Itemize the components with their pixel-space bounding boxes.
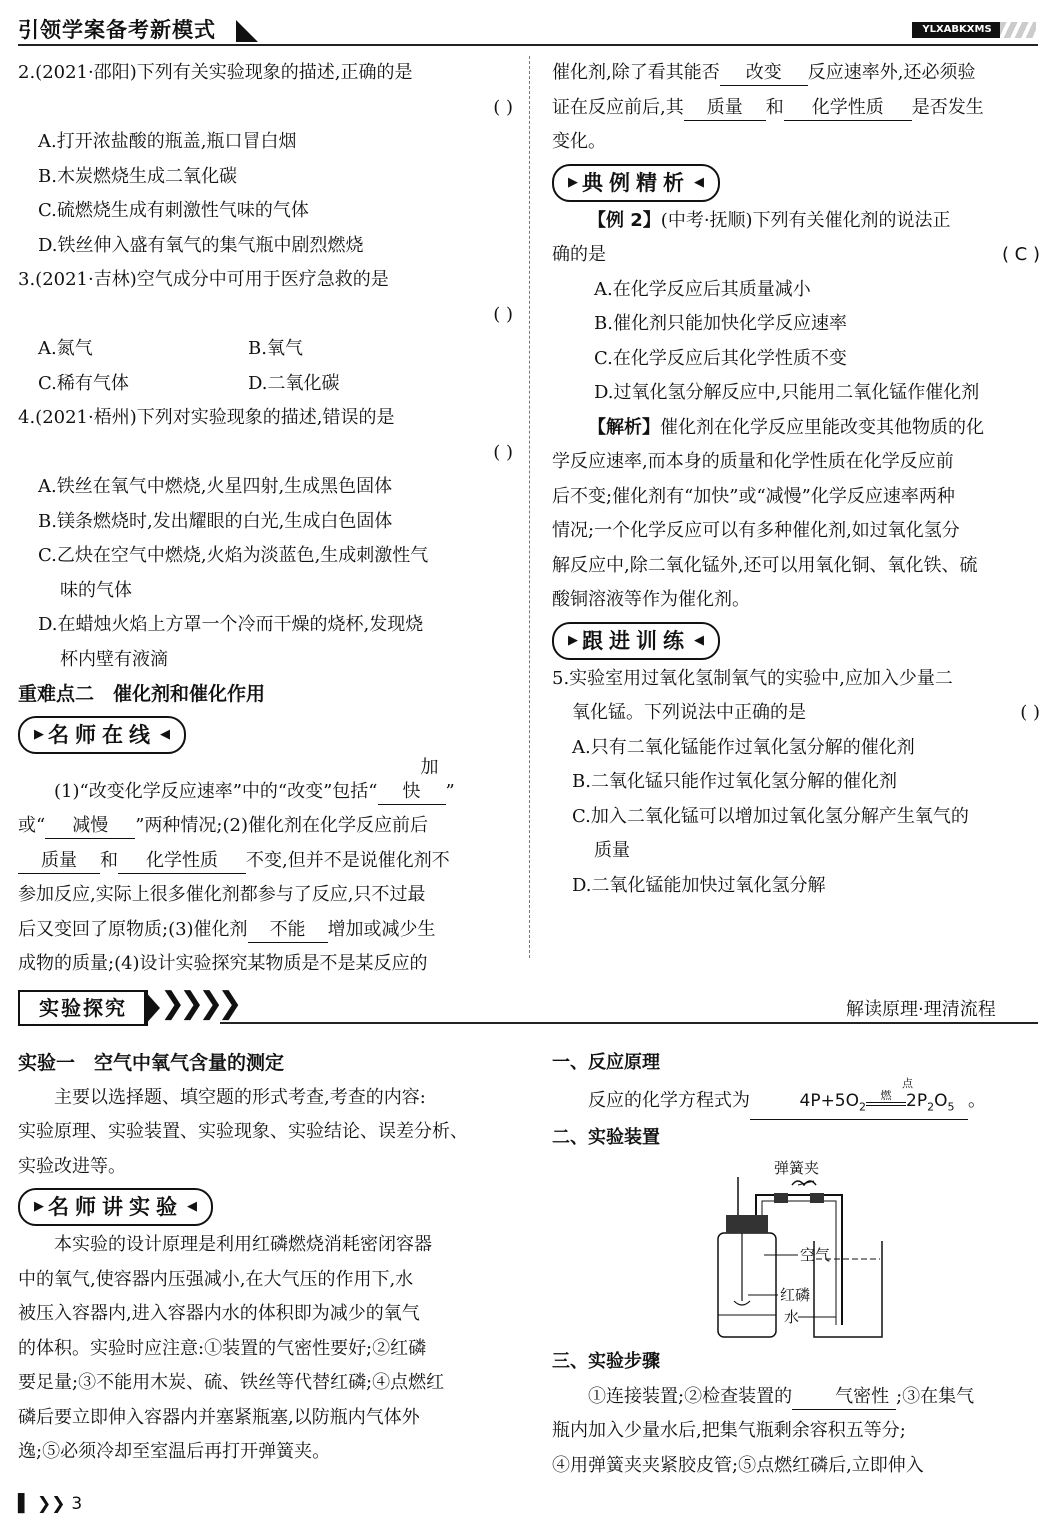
analysis-line-3: 后不变;催化剂有“加快”或“减慢”化学反应速率两种 (552, 485, 955, 507)
teacher-line-2 (18, 809, 513, 844)
q5-option-b: B.二氧化锰只能作过氧化氢分解的催化剂 (572, 771, 897, 792)
analysis-line-4: 情况;一个化学反应可以有多种催化剂,如过氧化氢分 (552, 520, 960, 541)
q2-answer-paren: ( ) (493, 96, 513, 118)
series-badge: YLXABKXMS (912, 22, 1002, 38)
q5-option-a: A.只有二氧化锰能作过氧化氢分解的催化剂 (572, 736, 915, 758)
blank-cannot: 不能 (248, 918, 328, 943)
q2-option-c: C.硫燃烧生成有刺激性气味的气体 (38, 200, 309, 221)
body-line-6: 磷后要立即伸入容器内并塞紧瓶塞,以防瓶内气体外 (18, 1406, 420, 1428)
q3-option-c: C.稀有气体 (38, 372, 129, 394)
analysis-line-1 (552, 411, 1040, 446)
intro-line-3: 实验改进等。 (18, 1155, 126, 1177)
text: 后又变回了原物质;(3)催化剂 (18, 918, 248, 940)
q5-option-c-cont: 质量 (594, 840, 630, 861)
teacher-line-6: 成物的质量;(4)设计实验探究某物质是不是某反应的 (18, 953, 428, 974)
q5-stem: 5.实验室用过氧化氢制氧气的实验中,应加入少量二 (552, 667, 953, 689)
example-2-stem-2 (552, 238, 1040, 273)
condition-label: 点燃 (880, 1076, 914, 1102)
pill-label: 名师在线 (48, 722, 156, 747)
chevrons-icon: ❯❯❯❯ (160, 986, 237, 1021)
text: 增加或减少生 (327, 918, 436, 940)
pill-left-arrow-icon: ▶ (34, 726, 44, 742)
text: ;③在集气 (896, 1385, 975, 1407)
text: 证在反应前后,其 (552, 96, 684, 118)
pill-right-arrow-icon: ◀ (187, 1199, 197, 1214)
analysis-label: 【解析】 (588, 416, 660, 438)
equation-line (552, 1076, 1040, 1121)
stopper (726, 1215, 768, 1233)
q2-option-a: A.打开浓盐酸的瓶盖,瓶口冒白烟 (38, 131, 297, 152)
series-title: 引领学案备考新模式 (18, 18, 216, 42)
text: (1)“改变化学反应速率”中的“改变”包括“ (54, 780, 378, 802)
blank-mass: 质量 (18, 849, 100, 874)
text: 催化剂在化学反应里能改变其他物质的化 (660, 416, 984, 438)
pill-follow-up-training (552, 622, 720, 660)
text: (中考·抚顺)下列有关催化剂的说法正 (660, 209, 951, 231)
pill-left-arrow-icon: ▶ (34, 1199, 44, 1214)
body-line-2: 中的氧气,使容器内压强减小,在大气压的作用下,水 (18, 1268, 414, 1290)
ex2-option-d: D.过氧化氢分解反应中,只能用二氧化锰作催化剂 (594, 382, 980, 403)
analysis-line-2: 学反应速率,而本身的质量和化学性质在化学反应前 (552, 451, 954, 472)
teacher-line-1 (18, 756, 513, 810)
combustion-spoon (734, 1301, 750, 1305)
heading-reaction-principle: 一、反应原理 (552, 1052, 660, 1073)
equation-blank (750, 1076, 968, 1120)
text: 是否发生 (911, 96, 984, 118)
right-top-column (552, 56, 1040, 903)
heading-apparatus: 二、实验装置 (552, 1126, 660, 1148)
body-line-5: 要足量;③不能用木炭、硫、铁丝等代替红磷;④点燃红 (18, 1372, 445, 1393)
q4-option-d: D.在蜡烛火焰上方罩一个冷而干燥的烧杯,发现烧 (38, 614, 424, 635)
header-triangle-decoration (236, 20, 258, 42)
text: ” (445, 780, 455, 802)
section-rule (220, 1022, 1038, 1024)
pill-label: 典例精析 (582, 170, 690, 195)
heading-steps: 三、实验步骤 (552, 1351, 660, 1372)
text: 2P (906, 1090, 928, 1111)
q3-option-a: A.氮气 (38, 338, 93, 359)
text: O (934, 1090, 948, 1111)
left-bottom-column (18, 1046, 513, 1470)
text: ①连接装置;②检查装置的 (588, 1385, 793, 1407)
text: 反应速率外,还必须验 (807, 62, 976, 83)
pill-right-arrow-icon: ◀ (694, 632, 704, 648)
example-2-stem (552, 204, 1040, 239)
section-subtitle: 解读原理·理清流程 (846, 999, 996, 1020)
cont-line-2 (552, 91, 1040, 126)
footer-mark-icon: ▌ ❯❯ (18, 1494, 72, 1514)
q2-option-b: B.木炭燃烧生成二氧化碳 (38, 165, 237, 187)
teacher-line-3 (18, 844, 513, 879)
q3-stem: 3.(2021·吉林)空气成分中可用于医疗急救的是 (18, 269, 389, 290)
condition-arrow (866, 1076, 914, 1106)
header-stripes-decoration (1000, 22, 1036, 38)
q4-option-c-cont: 味的气体 (60, 579, 132, 601)
body-line-3: 被压入容器内,进入容器内水的体积即为减少的氧气 (18, 1303, 420, 1324)
text: 或“ (18, 815, 46, 836)
label-spring-clip: 弹簧夹 (774, 1159, 820, 1177)
equals-sign (866, 1102, 906, 1106)
q5-option-c: C.加入二氧化锰可以增加过氧化氢分解产生氧气的 (572, 805, 969, 827)
pill-teacher-experiment (18, 1188, 213, 1226)
pill-right-arrow-icon: ◀ (160, 726, 170, 742)
body-line-4: 的体积。实验时应注意:①装置的气密性要好;②红磷 (18, 1337, 427, 1359)
label-water: 水 (784, 1308, 800, 1326)
blank-mass-2: 质量 (684, 96, 766, 121)
q2-option-d: D.铁丝伸入盛有氧气的集气瓶中剧烈燃烧 (38, 234, 364, 256)
blank-change: 改变 (720, 61, 808, 86)
gas-bottle (718, 1233, 776, 1337)
body-line-7: 逸;⑤必须冷却至室温后再打开弹簧夹。 (18, 1441, 331, 1462)
rubber-joint-left (774, 1193, 788, 1203)
teacher-line-5 (18, 913, 513, 948)
header-rule (18, 44, 1038, 46)
pill-typical-example (552, 164, 720, 202)
text: 和 (765, 96, 784, 118)
label-red-phosphorus: 红磷 (780, 1286, 811, 1304)
apparatus-diagram (552, 1155, 1040, 1345)
blank-chemical-properties: 化学性质 (118, 849, 246, 874)
blank-chem-prop-2: 化学性质 (784, 96, 912, 121)
intro-line-2: 实验原理、实验装置、实验现象、实验结论、误差分析、 (18, 1121, 468, 1142)
ex2-option-b: B.催化剂只能加快化学反应速率 (594, 313, 847, 334)
cont-line-3: 变化。 (552, 131, 606, 152)
text: 确的是 (552, 244, 606, 265)
text: 4P+5O (799, 1090, 860, 1111)
text: 2 (859, 1099, 867, 1113)
text: 5 (947, 1099, 955, 1113)
blank-speed-up: 加快 (378, 756, 446, 805)
left-top-column (18, 56, 513, 982)
pill-row-4 (18, 1184, 513, 1228)
q4-option-d-cont: 杯内壁有液滴 (60, 648, 168, 670)
text: ”两种情况;(2)催化剂在化学反应前后 (135, 815, 428, 836)
q3-options-row-2 (18, 367, 513, 402)
q4-option-a: A.铁丝在氧气中燃烧,火星四射,生成黑色固体 (38, 476, 393, 497)
blank-airtightness: 气密性 (792, 1385, 896, 1410)
ex2-option-a: A.在化学反应后其质量减小 (594, 278, 811, 300)
q3-answer-paren: ( ) (493, 303, 513, 325)
text: 2 (927, 1099, 935, 1113)
section-label-experiment: 实验探究 (18, 990, 148, 1026)
text: 催化剂,除了看其能否 (552, 62, 720, 83)
body-line-1: 本实验的设计原理是利用红磷燃烧消耗密闭容器 (54, 1234, 432, 1255)
q4-stem: 4.(2021·梧州)下列对实验现象的描述,错误的是 (18, 407, 395, 428)
column-divider (529, 56, 530, 958)
pill-teacher-online (18, 716, 186, 754)
section-arrow-decoration (144, 990, 160, 1026)
q4-option-b: B.镁条燃烧时,发出耀眼的白光,生成白色固体 (38, 510, 393, 532)
text: 氧化锰。下列说法中正确的是 (572, 702, 806, 723)
q3-option-b: B.氧气 (248, 338, 303, 359)
pill-label: 名师讲实验 (48, 1195, 183, 1219)
steps-line-3: ④用弹簧夹夹紧胶皮管;⑤点燃红磷后,立即伸入 (552, 1454, 924, 1476)
text: 不变,但并不是说催化剂不 (246, 849, 450, 871)
pill-row-2 (552, 160, 1040, 204)
q4-option-c: C.乙炔在空气中燃烧,火焰为淡蓝色,生成刺激性气 (38, 545, 429, 566)
right-bottom-column (552, 1046, 1040, 1483)
pill-row-1 (18, 712, 513, 756)
text: 和 (100, 849, 118, 871)
cont-line-1 (552, 56, 1040, 91)
pill-row-3 (552, 618, 1040, 662)
analysis-line-5: 解反应中,除二氧化锰外,还可以用氧化铜、氧化铁、硫 (552, 554, 978, 576)
q5-option-d: D.二氧化锰能加快过氧化氢分解 (572, 874, 826, 896)
q4-answer-paren: ( ) (493, 441, 513, 463)
pill-left-arrow-icon: ▶ (568, 174, 578, 190)
example-2-answer: ( C ) (1001, 244, 1040, 265)
pill-left-arrow-icon: ▶ (568, 632, 578, 648)
key-point-heading: 重难点二 催化剂和催化作用 (18, 683, 266, 705)
steps-line-2: 瓶内加入少量水后,把集气瓶剩余容积五等分; (552, 1420, 906, 1441)
pill-label: 跟进训练 (582, 628, 690, 653)
analysis-line-6: 酸铜溶液等作为催化剂。 (552, 589, 750, 610)
label-air: 空气 (800, 1246, 831, 1264)
text: 反应的化学方程式为 (588, 1089, 750, 1111)
q5-answer-paren: ( ) (1020, 702, 1040, 723)
ex2-option-c: C.在化学反应后其化学性质不变 (594, 347, 847, 369)
page-footer (18, 1494, 82, 1514)
q2-stem: 2.(2021·邵阳)下列有关实验现象的描述,正确的是 (18, 62, 413, 83)
rubber-joint-right (810, 1193, 824, 1203)
page-number: 3 (71, 1494, 83, 1514)
q3-options-row-1 (18, 332, 513, 367)
pill-right-arrow-icon: ◀ (694, 174, 704, 190)
steps-line-1 (552, 1380, 1040, 1415)
intro-line-1: 主要以选择题、填空题的形式考查,考查的内容: (54, 1086, 426, 1108)
q5-stem-2 (552, 696, 1040, 731)
teacher-line-4: 参加反应,实际上很多催化剂都参与了反应,只不过最 (18, 884, 426, 905)
example-label: 【例 2】 (588, 209, 661, 231)
text: 。 (968, 1089, 986, 1111)
blank-slow-down: 减慢 (45, 814, 135, 839)
experiment-1-title: 实验一 空气中氧气含量的测定 (18, 1052, 285, 1074)
q3-option-d: D.二氧化碳 (248, 372, 340, 394)
